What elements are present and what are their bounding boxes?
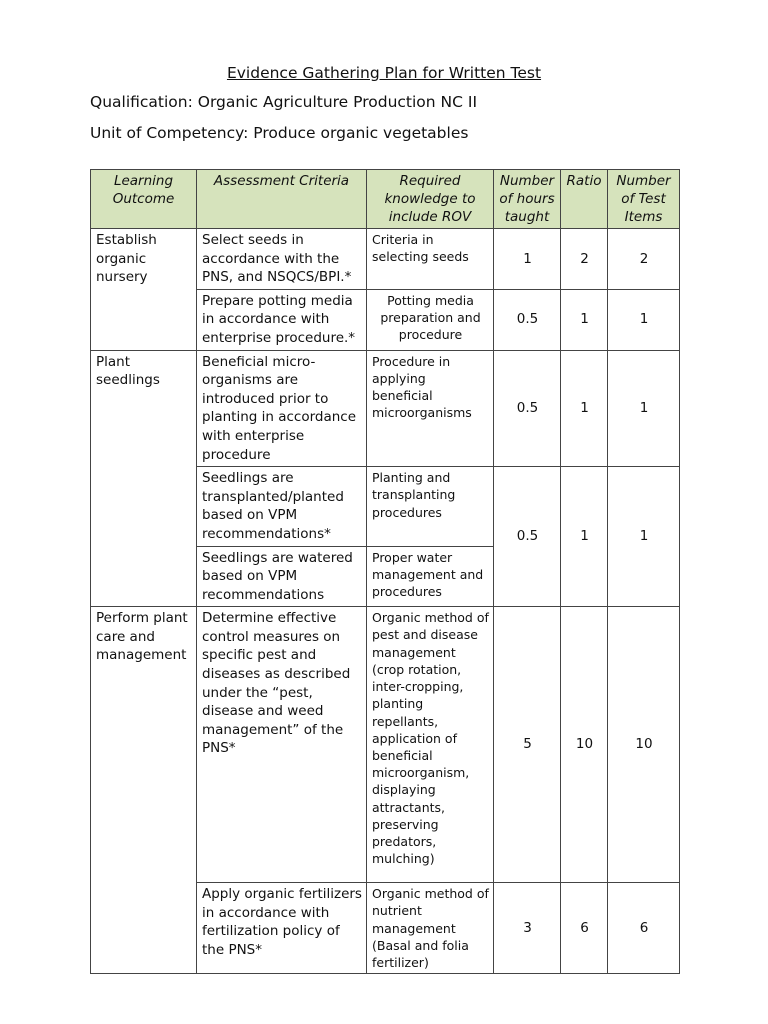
criteria-cell: Apply organic fertilizers in accordance with fertilization policy of the PNS*	[197, 883, 367, 974]
items-cell: 1	[608, 350, 680, 467]
header-required-knowledge: Required knowledge to include ROV	[367, 170, 494, 229]
knowledge-cell: Potting media preparation and procedure	[367, 289, 494, 350]
table-row	[91, 229, 680, 290]
hours-cell: 1	[494, 229, 561, 290]
header-test-items: Number of Test Items	[608, 170, 680, 229]
hours-cell: 0.5	[494, 467, 561, 607]
hours-cell: 3	[494, 883, 561, 974]
header-ratio: Ratio	[561, 170, 608, 229]
table-row	[91, 607, 680, 883]
knowledge-cell: Procedure in applying beneficial microorganisms	[367, 350, 494, 467]
knowledge-cell: Planting and transplanting procedures	[367, 467, 494, 546]
document-title: Evidence Gathering Plan for Written Test	[226, 64, 542, 82]
unit-of-competency-line: Unit of Competency: Produce organic vegetables	[90, 124, 469, 142]
criteria-cell: Beneficial micro-organisms are introduced prior to planting in accordance with enterprise procedure	[197, 350, 367, 467]
knowledge-cell: Criteria in selecting seeds	[367, 229, 494, 290]
items-cell: 6	[608, 883, 680, 974]
qualification-line: Qualification: Organic Agriculture Production NC II	[90, 93, 478, 111]
knowledge-cell: Organic method of nutrient management (Basal and folia fertilizer)	[367, 883, 494, 974]
table-header-row	[91, 170, 680, 229]
table-row	[91, 350, 680, 467]
ratio-cell: 10	[561, 607, 608, 883]
items-cell: 1	[608, 467, 680, 607]
criteria-cell: Determine effective control measures on specific pest and diseases as described under the “pest, disease and weed management” of the PNS*	[197, 607, 367, 883]
header-hours-taught: Number of hours taught	[494, 170, 561, 229]
outcome-cell: Perform plant care and management	[91, 607, 197, 974]
knowledge-cell: Organic method of pest and disease management (crop rotation, inter-cropping, planting repellants, application of beneficial microorganism, displaying attractants, preserving predators, mulching)	[367, 607, 494, 883]
knowledge-cell: Proper water management and procedures	[367, 546, 494, 607]
ratio-cell: 2	[561, 229, 608, 290]
outcome-cell: Establish organic nursery	[91, 229, 197, 351]
criteria-cell: Select seeds in accordance with the PNS, and NSQCS/BPI.*	[197, 229, 367, 290]
ratio-cell: 6	[561, 883, 608, 974]
hours-cell: 5	[494, 607, 561, 883]
items-cell: 10	[608, 607, 680, 883]
header-learning-outcome: Learning Outcome	[91, 170, 197, 229]
criteria-cell: Seedlings are transplanted/planted based on VPM recommendations*	[197, 467, 367, 546]
hours-cell: 0.5	[494, 289, 561, 350]
items-cell: 2	[608, 229, 680, 290]
evidence-plan-table	[90, 169, 680, 974]
ratio-cell: 1	[561, 350, 608, 467]
criteria-cell: Prepare potting media in accordance with enterprise procedure.*	[197, 289, 367, 350]
hours-cell: 0.5	[494, 350, 561, 467]
ratio-cell: 1	[561, 289, 608, 350]
header-assessment-criteria: Assessment Criteria	[197, 170, 367, 229]
items-cell: 1	[608, 289, 680, 350]
ratio-cell: 1	[561, 467, 608, 607]
criteria-cell: Seedlings are watered based on VPM recommendations	[197, 546, 367, 607]
outcome-cell: Plant seedlings	[91, 350, 197, 607]
